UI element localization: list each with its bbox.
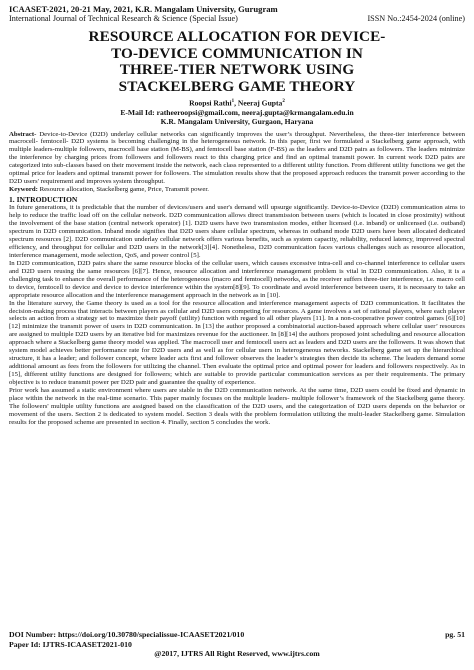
paper-id: Paper Id: IJTRS-ICAASET2021-010 (9, 639, 132, 649)
title-line: STACKELBERG GAME THEORY (118, 77, 356, 95)
keywords (9, 186, 465, 194)
abstract-label: Abstract- (9, 130, 37, 138)
copyright: @2017, IJTRS All Right Reserved, www.ijtrs.com (154, 649, 320, 659)
title-line: TO-DEVICE COMMUNICATION IN (111, 44, 363, 62)
title-line: RESOURCE ALLOCATION FOR DEVICE- (88, 28, 386, 45)
body-paragraph: Prior work has assumed a static environment where users are stable in the D2D communication network. At the same time, D2D users could be fixed and dynamic in place within the network in the real-time scenario. This paper mainly focuses on the multiple leaders- multiple follower’s framework of the Stackelberg game theory. The followers' multiple utility functions are assigned based on the classification of the D2D users, and the categorization of D2D users depends on the behavior or movement of the users. Section 2 is dedicated to system model. Section 3 deals with the problem formulation utilizing the multi-leader Stackelberg game. Simulation results for the proposed scheme are presented in section 4. Finally, section 5 concludes the work. (9, 387, 465, 426)
author-name-1: Roopsi Rathi (189, 98, 232, 108)
keywords-text: Resource allocation, Stackelberg game, Price, Transmit power. (37, 186, 209, 194)
body-paragraph: In D2D communication, D2D pairs share the same resource blocks of the cellular users, which causes excessive intra-cell and co-channel interference to cellular users and D2D users reusing the same resources [6][7]. Hence, resource allocation and interference management problem is vital in D2D communication. Also, it is a challenging task to enhance the overall performance of the heterogeneous (macro and femtocell) networks, as the receiver suffers three-tier interference, i.e. macro cell to device, femtocell to device and device to device interference within the system[8][9]. To coordinate and avoid interference between users, it is necessary to take an appropriate resource allocation and the interference management approach in the network as in [10]. (9, 259, 465, 299)
author-affiliation: K.R. Mangalam University, Gurgaon, Haryana (160, 117, 314, 127)
page-footer (9, 630, 465, 659)
issn: ISSN No.:2454-2024 (online) (367, 14, 465, 23)
abstract (9, 131, 465, 187)
conference-header: ICAASET-2021, 20-21 May, 2021, K.R. Mangalam University, Gurugram (9, 4, 278, 14)
title-line: THREE-TIER NETWORK USING (119, 61, 355, 79)
abstract-text: Device-to-Device (D2D) underlay cellular networks can significantly improves the user’s throughput. Nevertheless, the three-tier interference between macrocell- femtocell- D2D systems is becoming challenging in the heterogeneous network. In this paper, first we formulated a Stackelberg game approach, with multiple leaders-multiple followers, macrocell base station (M-BS), and femtocell base station (F-BS) as the leaders and D2D pairs as followers. The leaders minimize the interference by charging prices from followers and followers react to this charging price and find an optimal transmit power. In current work D2D pairs are categorized into sub-classes based on their movement inside the network, each class represented to a different utility function. From different utility functions we get the optimal price for leaders and optimal transmit power for followers. The simulation results show that the proposed approach reduces the transmit power according to the D2D users' requirement and improves system throughput. (9, 130, 465, 186)
author-sup-2: 2 (282, 99, 285, 105)
journal-name: International Journal of Technical Research & Science (Special Issue) (9, 14, 238, 23)
body-paragraph: In the literature survey, the Game theory is used as a tool for the resource allocation and interference management aspects of D2D communication. It facilitates the decision-making process that interacts between players as cellular and D2D users competing for resources. A game involves a set of rational players, where each player selects an action from a strategy set to maximize their payoff (utility) function with regard to all other players [11]. In a non-cooperative power control games [6][10][12] minimize the transmit power of users in D2D communication. In [13] the author proposed a combinatorial auction-based approach where cellular user’ resources are assigned to multiple D2D users by an iterative bid for maximizes revenue for the auctioneer. In [8][14] the authors proposed joint scheduling and resource allocation approach where a Stackelberg game theory model was applied. The macrocell user and femtocell users act as leaders and D2D users are the followers. It was shown that system model achieves better performance rate for D2D users and as well as for cellular users in heterogeneous networks. Stackelberg game set up the hierarchical structure, it has a leader; and follower concept, where leader acts first and follower observes the leader’s strategies then decide its scheme. The leaders demand some additional amount as fees from the followers for utilizing the channel. Then evaluate the optimal price and optimal power for leaders and followers respectively. As in [15], different utility functions are designed for followers; which are suitable to provide particular communication services as per their requirements. The primary objective is to reduce transmit power per D2D pair and guarantee the quality of experience. (9, 299, 465, 387)
author-name-2: , Neeraj Gupta (234, 98, 283, 108)
author-sup-1: 1 (231, 99, 235, 105)
paper-title (9, 29, 465, 95)
section-heading: 1. INTRODUCTION (9, 195, 78, 205)
journal-header (9, 14, 465, 24)
keywords-label: Keyword: (9, 186, 38, 194)
page-number: pg. 51 (445, 630, 465, 639)
doi-link[interactable]: DOI Number: https://doi.org/10.30780/specialissue-ICAASET2021/010 (9, 630, 245, 639)
author-emails: E-Mail Id: ratheeroopsi@gmail.com, neeraj.gupta@krmangalam.edu.in (120, 108, 354, 118)
body-paragraph: In future generations, it is predictable that the number of devices/users and user's demand will upsurge significantly. Device-to-Device (D2D) communication aims to help to reduce the traffic load off on the cellular network. D2D communication allows direct transmission between users (which is located in close proximity) without the involvement of the base station (central network operator) [1]. D2D users have two transmission modes, either licensed (i.e. inband) or unlicensed (i.e. outband) spectrum in D2D communication. Inband mode signifies that D2D users share cellular spectrum, whereas in outband mode D2D users have been allocated dedicated spectrum resources [2]. D2D communication underlay cellular network offers various benefits, such as system capacity, reliability, reduced latency, improved spectral efficiency, and throughput for cellular and D2D users in the network[3][4]. Nonetheless, D2D communication faces various challenges such as resource allocation, interference management, mode selection, QoS, and power control [5]. (9, 204, 465, 259)
author-line (9, 97, 465, 108)
footer-row (9, 630, 465, 640)
